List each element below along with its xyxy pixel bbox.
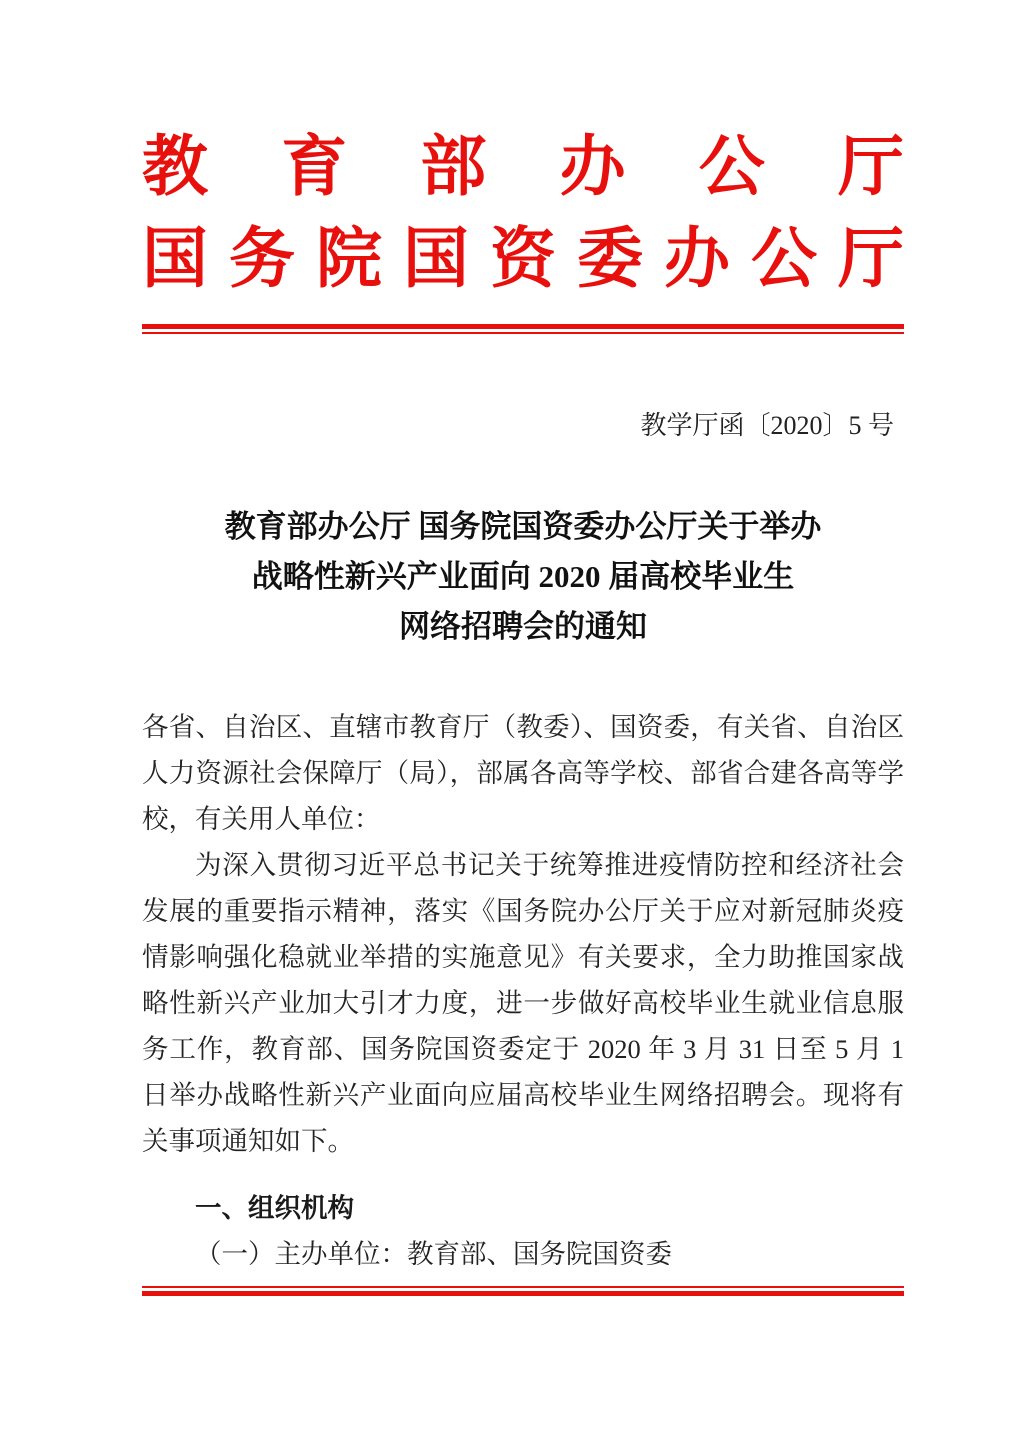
letterhead-org-line-1: 教 育 部 办 公 厅 xyxy=(142,131,904,204)
rule-thin-bar xyxy=(142,332,904,334)
document-number: 教学厅函〔2020〕5 号 xyxy=(640,411,894,440)
body-paragraph-1: 为深入贯彻习近平总书记关于统筹推进疫情防控和经济社会发展的重要指示精神，落实《国务院办公厅关于应对新冠肺炎疫情影响强化稳就业举措的实施意见》有关要求，全力助推国家战略性新兴产业加大引才力度，进一步做好高校毕业生就业信息服务工作，教育部、国务院国资委定于 2020 年 3 月 31 日至 5 月 1 日举办战略性新兴产业面向应届高校毕业生网络招聘会。现将有关事项通知如下。 xyxy=(142,850,904,1156)
salutation-paragraph: 各省、自治区、直辖市教育厅（教委）、国资委，有关省、自治区人力资源社会保障厅（局），部属各高等学校、部省合建各高等学校，有关用人单位： xyxy=(142,712,904,834)
letterhead-org-line-2: 国 务 院 国 资 委 办 公 厅 xyxy=(142,223,904,296)
section-1-heading: 一、组织机构 xyxy=(195,1193,354,1223)
notice-title-line-1: 教育部办公厅 国务院国资委办公厅关于举办 xyxy=(224,509,822,544)
document-content xyxy=(142,0,904,1277)
notice-title-line-2: 战略性新兴产业面向 2020 届高校毕业生 xyxy=(251,559,795,594)
notice-title-line-3: 网络招聘会的通知 xyxy=(399,609,647,644)
red-double-rule-bottom xyxy=(142,1286,904,1296)
letterhead xyxy=(142,0,904,306)
red-double-rule-top xyxy=(142,324,904,334)
section-1-item-1: （一）主办单位：教育部、国务院国资委 xyxy=(195,1239,672,1269)
rule-thick-bar xyxy=(142,324,904,329)
rule-thin-bar xyxy=(142,1286,904,1288)
rule-thick-bar xyxy=(142,1291,904,1296)
notice-body xyxy=(142,704,904,1277)
notice-title xyxy=(142,502,904,652)
